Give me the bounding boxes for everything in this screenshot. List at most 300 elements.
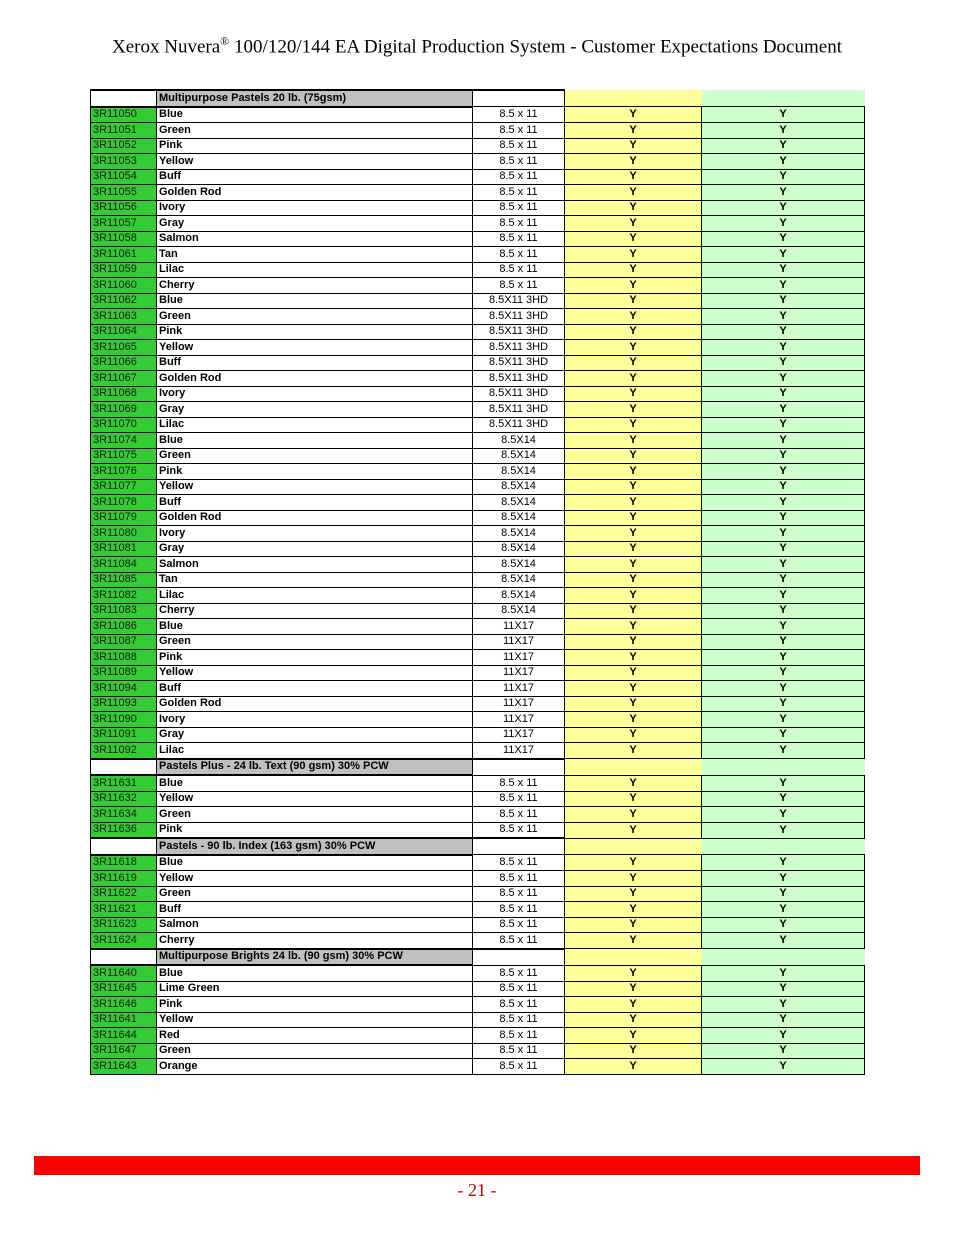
- paper-color: Blue: [157, 433, 473, 449]
- table-row: [91, 138, 865, 154]
- table-row: [91, 247, 865, 263]
- support-flag-green: Y: [702, 822, 865, 838]
- paper-color: Blue: [157, 619, 473, 635]
- support-flag-yellow: Y: [565, 871, 702, 887]
- paper-size: 8.5X14: [473, 572, 565, 588]
- support-flag-yellow: Y: [565, 154, 702, 170]
- table-row: [91, 791, 865, 807]
- support-flag-green: Y: [702, 775, 865, 791]
- paper-color: Tan: [157, 247, 473, 263]
- support-flag-green: Y: [702, 917, 865, 933]
- part-number: 3R11647: [91, 1043, 157, 1059]
- table-row: [91, 107, 865, 123]
- paper-color: Buff: [157, 495, 473, 511]
- section-title: Multipurpose Pastels 20 lb. (75gsm): [157, 90, 473, 107]
- part-number: 3R11093: [91, 696, 157, 712]
- paper-size: 11X17: [473, 665, 565, 681]
- paper-size: 11X17: [473, 743, 565, 759]
- support-flag-yellow: Y: [565, 510, 702, 526]
- table-body: [91, 90, 865, 1074]
- section-size-cell: [473, 759, 565, 776]
- part-number: 3R11060: [91, 278, 157, 294]
- paper-color: Lilac: [157, 588, 473, 604]
- support-flag-green: Y: [702, 495, 865, 511]
- section-header-row: [91, 759, 865, 776]
- document-title: [0, 34, 954, 58]
- table-row: [91, 933, 865, 949]
- support-flag-green: Y: [702, 200, 865, 216]
- part-number: 3R11634: [91, 807, 157, 823]
- paper-color: Golden Rod: [157, 371, 473, 387]
- part-number: 3R11089: [91, 665, 157, 681]
- paper-color: Green: [157, 309, 473, 325]
- paper-size: 8.5X11 3HD: [473, 402, 565, 418]
- part-number: 3R11092: [91, 743, 157, 759]
- table-row: [91, 417, 865, 433]
- paper-size: 8.5X14: [473, 448, 565, 464]
- paper-size: 8.5 x 11: [473, 871, 565, 887]
- table-row: [91, 997, 865, 1013]
- paper-color: Lilac: [157, 417, 473, 433]
- support-flag-yellow: Y: [565, 603, 702, 619]
- support-flag-yellow: Y: [565, 340, 702, 356]
- support-flag-green: Y: [702, 619, 865, 635]
- paper-size: 8.5X14: [473, 495, 565, 511]
- paper-size: 8.5 x 11: [473, 1059, 565, 1075]
- support-flag-green: Y: [702, 871, 865, 887]
- support-flag-yellow: Y: [565, 886, 702, 902]
- support-flag-yellow: Y: [565, 293, 702, 309]
- support-flag-yellow: Y: [565, 495, 702, 511]
- support-flag-green: Y: [702, 588, 865, 604]
- paper-compatibility-table: [90, 89, 865, 1075]
- paper-size: 8.5X14: [473, 510, 565, 526]
- support-flag-yellow: Y: [565, 902, 702, 918]
- support-flag-yellow: Y: [565, 169, 702, 185]
- support-flag-green: Y: [702, 386, 865, 402]
- paper-size: 8.5X11 3HD: [473, 324, 565, 340]
- part-number: 3R11646: [91, 997, 157, 1013]
- paper-size: 8.5 x 11: [473, 138, 565, 154]
- part-number: 3R11052: [91, 138, 157, 154]
- part-number: 3R11090: [91, 712, 157, 728]
- paper-color: Gray: [157, 541, 473, 557]
- paper-color: Lime Green: [157, 981, 473, 997]
- paper-size: 8.5 x 11: [473, 855, 565, 871]
- table-row: [91, 665, 865, 681]
- support-flag-yellow: Y: [565, 665, 702, 681]
- support-flag-yellow: Y: [565, 933, 702, 949]
- part-number: 3R11050: [91, 107, 157, 123]
- table-row: [91, 557, 865, 573]
- section-yellow-cell: [565, 838, 702, 855]
- table-row: [91, 200, 865, 216]
- paper-color: Orange: [157, 1059, 473, 1075]
- table-row: [91, 293, 865, 309]
- table-row: [91, 855, 865, 871]
- part-number: 3R11054: [91, 169, 157, 185]
- support-flag-green: Y: [702, 185, 865, 201]
- support-flag-green: Y: [702, 309, 865, 325]
- paper-size: 8.5 x 11: [473, 997, 565, 1013]
- table-row: [91, 433, 865, 449]
- part-number: 3R11076: [91, 464, 157, 480]
- paper-color: Lilac: [157, 743, 473, 759]
- paper-size: 8.5 x 11: [473, 1028, 565, 1044]
- table-row: [91, 371, 865, 387]
- support-flag-yellow: Y: [565, 855, 702, 871]
- paper-size: 8.5 x 11: [473, 107, 565, 123]
- part-number: 3R11640: [91, 965, 157, 981]
- part-number: 3R11070: [91, 417, 157, 433]
- support-flag-green: Y: [702, 324, 865, 340]
- part-number: 3R11091: [91, 727, 157, 743]
- paper-size: 8.5 x 11: [473, 154, 565, 170]
- table-row: [91, 1043, 865, 1059]
- part-number: 3R11079: [91, 510, 157, 526]
- table-row: [91, 355, 865, 371]
- table-row: [91, 185, 865, 201]
- part-number: 3R11081: [91, 541, 157, 557]
- support-flag-green: Y: [702, 1059, 865, 1075]
- support-flag-green: Y: [702, 1012, 865, 1028]
- part-number: 3R11094: [91, 681, 157, 697]
- paper-color: Yellow: [157, 791, 473, 807]
- section-green-cell: [702, 759, 865, 776]
- paper-color: Buff: [157, 681, 473, 697]
- support-flag-yellow: Y: [565, 557, 702, 573]
- table-row: [91, 712, 865, 728]
- support-flag-green: Y: [702, 247, 865, 263]
- support-flag-green: Y: [702, 541, 865, 557]
- support-flag-yellow: Y: [565, 262, 702, 278]
- section-blank-cell: [91, 759, 157, 776]
- support-flag-yellow: Y: [565, 448, 702, 464]
- part-number: 3R11645: [91, 981, 157, 997]
- part-number: 3R11077: [91, 479, 157, 495]
- paper-size: 8.5X14: [473, 526, 565, 542]
- support-flag-green: Y: [702, 340, 865, 356]
- table-row: [91, 917, 865, 933]
- support-flag-green: Y: [702, 433, 865, 449]
- paper-size: 8.5 x 11: [473, 185, 565, 201]
- section-title: Multipurpose Brights 24 lb. (90 gsm) 30% PCW: [157, 949, 473, 966]
- paper-color: Yellow: [157, 340, 473, 356]
- support-flag-green: Y: [702, 634, 865, 650]
- paper-size: 8.5X11 3HD: [473, 371, 565, 387]
- paper-size: 8.5 x 11: [473, 1043, 565, 1059]
- support-flag-green: Y: [702, 807, 865, 823]
- paper-size: 8.5 x 11: [473, 262, 565, 278]
- table-row: [91, 902, 865, 918]
- table-row: [91, 822, 865, 838]
- table-row: [91, 231, 865, 247]
- paper-size: 8.5 x 11: [473, 200, 565, 216]
- paper-color: Blue: [157, 965, 473, 981]
- part-number: 3R11632: [91, 791, 157, 807]
- support-flag-yellow: Y: [565, 231, 702, 247]
- support-flag-green: Y: [702, 1043, 865, 1059]
- support-flag-yellow: Y: [565, 634, 702, 650]
- table-row: [91, 634, 865, 650]
- table-row: [91, 871, 865, 887]
- paper-size: 11X17: [473, 727, 565, 743]
- table-row: [91, 807, 865, 823]
- part-number: 3R11085: [91, 572, 157, 588]
- part-number: 3R11066: [91, 355, 157, 371]
- support-flag-green: Y: [702, 1028, 865, 1044]
- support-flag-green: Y: [702, 464, 865, 480]
- part-number: 3R11075: [91, 448, 157, 464]
- paper-size: 8.5X11 3HD: [473, 309, 565, 325]
- paper-color: Golden Rod: [157, 185, 473, 201]
- paper-size: 11X17: [473, 696, 565, 712]
- table-row: [91, 154, 865, 170]
- support-flag-green: Y: [702, 231, 865, 247]
- part-number: 3R11078: [91, 495, 157, 511]
- support-flag-yellow: Y: [565, 247, 702, 263]
- section-blank-cell: [91, 949, 157, 966]
- support-flag-green: Y: [702, 262, 865, 278]
- section-yellow-cell: [565, 949, 702, 966]
- support-flag-yellow: Y: [565, 997, 702, 1013]
- part-number: 3R11074: [91, 433, 157, 449]
- paper-size: 8.5 x 11: [473, 886, 565, 902]
- support-flag-yellow: Y: [565, 791, 702, 807]
- paper-size: 8.5 x 11: [473, 247, 565, 263]
- part-number: 3R11084: [91, 557, 157, 573]
- paper-size: 8.5 x 11: [473, 807, 565, 823]
- paper-color: Blue: [157, 293, 473, 309]
- table-row: [91, 775, 865, 791]
- support-flag-green: Y: [702, 371, 865, 387]
- paper-size: 8.5X14: [473, 588, 565, 604]
- part-number: 3R11082: [91, 588, 157, 604]
- table-row: [91, 216, 865, 232]
- support-flag-yellow: Y: [565, 917, 702, 933]
- paper-color: Yellow: [157, 479, 473, 495]
- support-flag-yellow: Y: [565, 433, 702, 449]
- table-row: [91, 681, 865, 697]
- paper-color: Gray: [157, 402, 473, 418]
- paper-size: 8.5X14: [473, 479, 565, 495]
- paper-color: Green: [157, 634, 473, 650]
- section-yellow-cell: [565, 90, 702, 107]
- paper-color: Ivory: [157, 526, 473, 542]
- support-flag-yellow: Y: [565, 355, 702, 371]
- table-row: [91, 464, 865, 480]
- table-row: [91, 743, 865, 759]
- support-flag-green: Y: [702, 355, 865, 371]
- support-flag-green: Y: [702, 154, 865, 170]
- paper-size: 8.5 x 11: [473, 822, 565, 838]
- section-green-cell: [702, 838, 865, 855]
- table-row: [91, 1028, 865, 1044]
- table-row: [91, 386, 865, 402]
- table-row: [91, 588, 865, 604]
- support-flag-green: Y: [702, 886, 865, 902]
- paper-color: Buff: [157, 169, 473, 185]
- support-flag-green: Y: [702, 123, 865, 139]
- support-flag-green: Y: [702, 278, 865, 294]
- support-flag-green: Y: [702, 965, 865, 981]
- paper-color: Blue: [157, 855, 473, 871]
- part-number: 3R11065: [91, 340, 157, 356]
- paper-size: 8.5 x 11: [473, 965, 565, 981]
- paper-size: 8.5 x 11: [473, 278, 565, 294]
- paper-color: Green: [157, 123, 473, 139]
- table-row: [91, 495, 865, 511]
- table-row: [91, 278, 865, 294]
- table-row: [91, 448, 865, 464]
- paper-color: Buff: [157, 902, 473, 918]
- support-flag-green: Y: [702, 743, 865, 759]
- paper-color: Yellow: [157, 1012, 473, 1028]
- paper-color: Red: [157, 1028, 473, 1044]
- paper-color: Yellow: [157, 871, 473, 887]
- paper-size: 8.5 x 11: [473, 902, 565, 918]
- section-title: Pastels - 90 lb. Index (163 gsm) 30% PCW: [157, 838, 473, 855]
- table-row: [91, 324, 865, 340]
- part-number: 3R11636: [91, 822, 157, 838]
- support-flag-yellow: Y: [565, 386, 702, 402]
- part-number: 3R11064: [91, 324, 157, 340]
- table-row: [91, 510, 865, 526]
- support-flag-yellow: Y: [565, 807, 702, 823]
- paper-size: 8.5 x 11: [473, 1012, 565, 1028]
- support-flag-yellow: Y: [565, 526, 702, 542]
- support-flag-yellow: Y: [565, 1012, 702, 1028]
- part-number: 3R11631: [91, 775, 157, 791]
- paper-size: 11X17: [473, 712, 565, 728]
- part-number: 3R11067: [91, 371, 157, 387]
- support-flag-green: Y: [702, 526, 865, 542]
- support-flag-yellow: Y: [565, 309, 702, 325]
- table-row: [91, 541, 865, 557]
- part-number: 3R11624: [91, 933, 157, 949]
- paper-size: 8.5X14: [473, 433, 565, 449]
- part-number: 3R11069: [91, 402, 157, 418]
- paper-color: Pink: [157, 822, 473, 838]
- paper-color: Ivory: [157, 386, 473, 402]
- support-flag-green: Y: [702, 902, 865, 918]
- support-flag-yellow: Y: [565, 775, 702, 791]
- section-title: Pastels Plus - 24 lb. Text (90 gsm) 30% PCW: [157, 759, 473, 776]
- table-row: [91, 479, 865, 495]
- support-flag-yellow: Y: [565, 200, 702, 216]
- paper-size: 8.5 x 11: [473, 917, 565, 933]
- support-flag-green: Y: [702, 855, 865, 871]
- paper-color: Cherry: [157, 933, 473, 949]
- part-number: 3R11622: [91, 886, 157, 902]
- paper-size: 8.5 x 11: [473, 169, 565, 185]
- table-row: [91, 727, 865, 743]
- support-flag-green: Y: [702, 510, 865, 526]
- paper-color: Salmon: [157, 557, 473, 573]
- paper-color: Lilac: [157, 262, 473, 278]
- paper-color: Ivory: [157, 200, 473, 216]
- table-row: [91, 169, 865, 185]
- paper-color: Gray: [157, 727, 473, 743]
- paper-color: Salmon: [157, 231, 473, 247]
- paper-size: 11X17: [473, 681, 565, 697]
- paper-color: Cherry: [157, 603, 473, 619]
- section-green-cell: [702, 949, 865, 966]
- paper-size: 8.5 x 11: [473, 231, 565, 247]
- paper-color: Cherry: [157, 278, 473, 294]
- support-flag-yellow: Y: [565, 541, 702, 557]
- support-flag-yellow: Y: [565, 107, 702, 123]
- support-flag-green: Y: [702, 448, 865, 464]
- support-flag-yellow: Y: [565, 216, 702, 232]
- section-header-row: [91, 949, 865, 966]
- section-green-cell: [702, 90, 865, 107]
- support-flag-yellow: Y: [565, 1059, 702, 1075]
- table-row: [91, 123, 865, 139]
- support-flag-yellow: Y: [565, 650, 702, 666]
- title-prefix: Xerox Nuvera: [112, 36, 221, 58]
- paper-size: 8.5X14: [473, 464, 565, 480]
- support-flag-green: Y: [702, 981, 865, 997]
- registered-mark: ®: [220, 34, 230, 48]
- part-number: 3R11083: [91, 603, 157, 619]
- part-number: 3R11619: [91, 871, 157, 887]
- support-flag-yellow: Y: [565, 588, 702, 604]
- paper-size: 8.5X11 3HD: [473, 417, 565, 433]
- paper-color: Green: [157, 807, 473, 823]
- section-blank-cell: [91, 838, 157, 855]
- support-flag-yellow: Y: [565, 371, 702, 387]
- section-size-cell: [473, 949, 565, 966]
- paper-color: Tan: [157, 572, 473, 588]
- paper-size: 8.5X11 3HD: [473, 386, 565, 402]
- support-flag-green: Y: [702, 727, 865, 743]
- table-row: [91, 262, 865, 278]
- part-number: 3R11087: [91, 634, 157, 650]
- paper-color: Yellow: [157, 665, 473, 681]
- support-flag-green: Y: [702, 293, 865, 309]
- section-size-cell: [473, 838, 565, 855]
- paper-size: 8.5 x 11: [473, 216, 565, 232]
- part-number: 3R11623: [91, 917, 157, 933]
- support-flag-yellow: Y: [565, 1028, 702, 1044]
- table-row: [91, 572, 865, 588]
- table-row: [91, 340, 865, 356]
- paper-size: 8.5X11 3HD: [473, 355, 565, 371]
- section-yellow-cell: [565, 759, 702, 776]
- page-number: - 21 -: [457, 1180, 497, 1200]
- paper-color: Green: [157, 448, 473, 464]
- part-number: 3R11051: [91, 123, 157, 139]
- support-flag-yellow: Y: [565, 278, 702, 294]
- paper-color: Golden Rod: [157, 510, 473, 526]
- support-flag-yellow: Y: [565, 712, 702, 728]
- paper-size: 8.5X14: [473, 603, 565, 619]
- paper-color: Green: [157, 1043, 473, 1059]
- support-flag-green: Y: [702, 696, 865, 712]
- paper-size: 8.5 x 11: [473, 981, 565, 997]
- section-size-cell: [473, 90, 565, 107]
- title-suffix: 100/120/144 EA Digital Production System - Customer Expectations Document: [229, 36, 842, 58]
- part-number: 3R11644: [91, 1028, 157, 1044]
- paper-color: Green: [157, 886, 473, 902]
- support-flag-green: Y: [702, 933, 865, 949]
- table-row: [91, 526, 865, 542]
- support-flag-yellow: Y: [565, 402, 702, 418]
- support-flag-yellow: Y: [565, 965, 702, 981]
- support-flag-green: Y: [702, 791, 865, 807]
- support-flag-yellow: Y: [565, 464, 702, 480]
